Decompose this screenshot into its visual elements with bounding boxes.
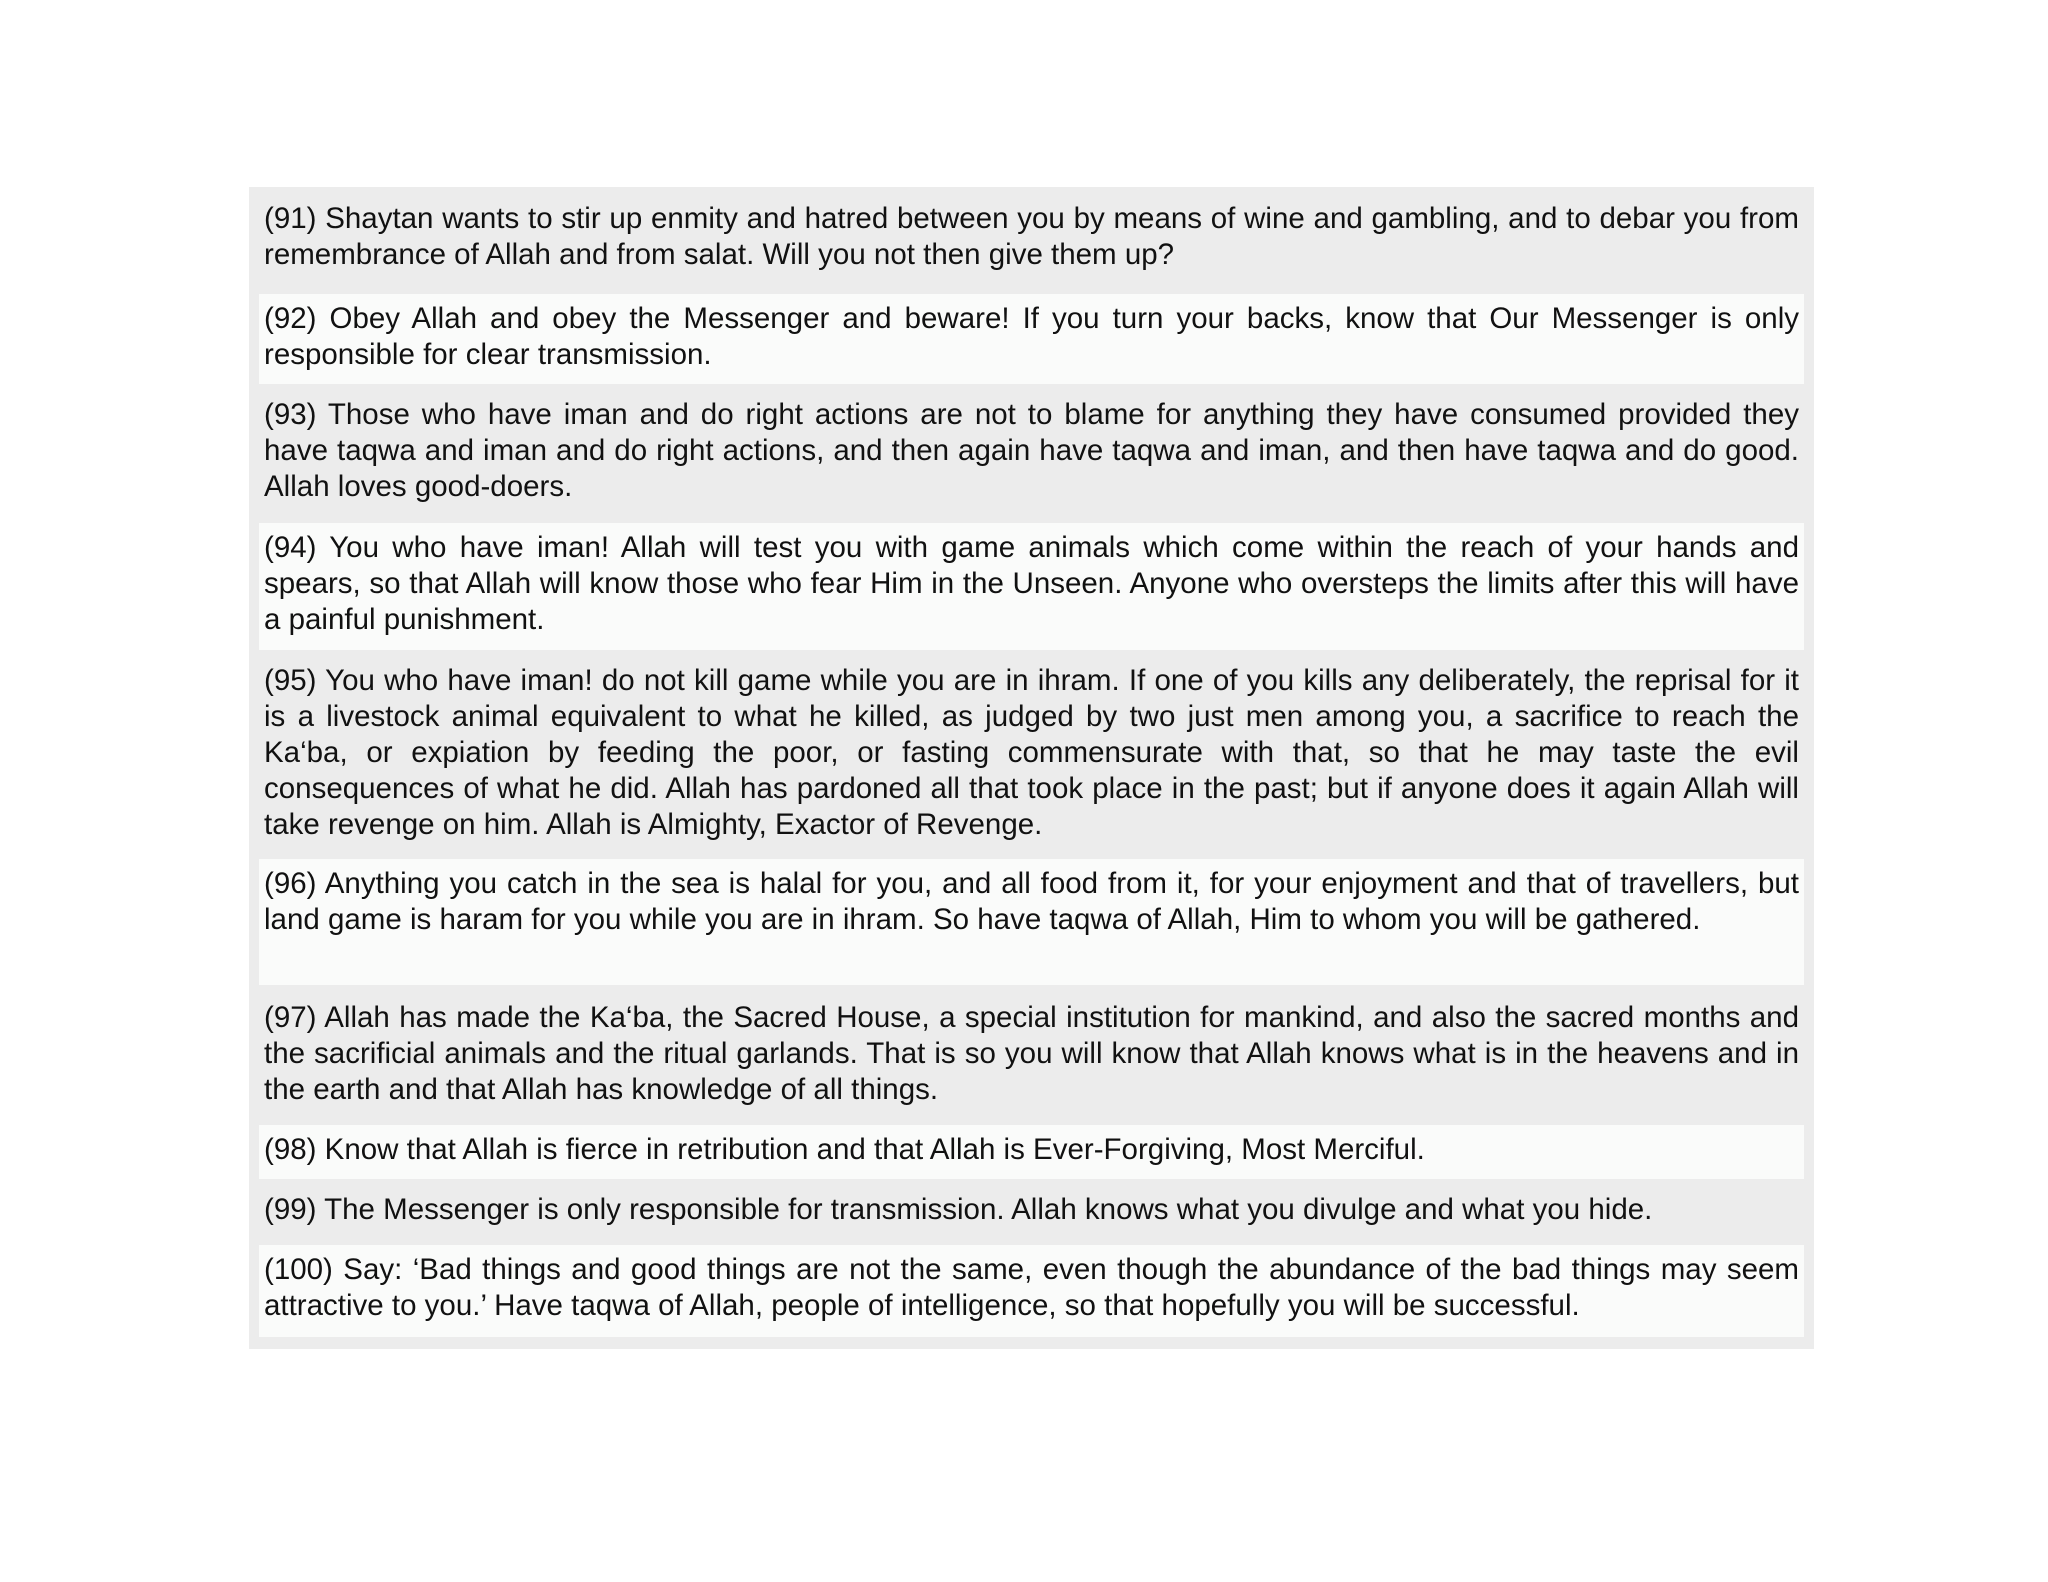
verse-95: (95) You who have iman! do not kill game while you are in ihram. If one of you kills any deliberately, the reprisal for it is a livestock animal equivalent to what he killed, as judged by two just men among you, a sacrifice to reach the Ka‘ba, or expiation by feeding the poor, or fasting commensurate with that, so that he may taste the evil consequences of what he did. Allah has pardoned all that took place in the past; but if anyone does it again Allah will take revenge on him. Allah is Almighty, Exactor of Revenge. xyxy=(259,656,1804,853)
verses-panel xyxy=(249,187,1814,1349)
verse-91: (91) Shaytan wants to stir up enmity and hatred between you by means of wine and gambling, and to debar you from remembrance of Allah and from salat. Will you not then give them up? xyxy=(259,194,1804,286)
verse-96: (96) Anything you catch in the sea is halal for you, and all food from it, for your enjoyment and that of travellers, but land game is haram for you while you are in ihram. So have taqwa of Allah, Him to whom you will be gathered. xyxy=(259,859,1804,985)
verse-94: (94) You who have iman! Allah will test you with game animals which come within the reach of your hands and spears, so that Allah will know those who fear Him in the Unseen. Anyone who oversteps the limits after this will have a painful punishment. xyxy=(259,523,1804,650)
verse-99: (99) The Messenger is only responsible for transmission. Allah knows what you divulge and what you hide. xyxy=(259,1185,1804,1239)
verse-97: (97) Allah has made the Ka‘ba, the Sacred House, a special institution for mankind, and also the sacred months and the sacrificial animals and the ritual garlands. That is so you will know that Allah knows what is in the heavens and in the earth and that Allah has knowledge of all things. xyxy=(259,993,1804,1119)
verse-98: (98) Know that Allah is fierce in retribution and that Allah is Ever-Forgiving, Most Merciful. xyxy=(259,1125,1804,1179)
verse-100: (100) Say: ‘Bad things and good things are not the same, even though the abundance of the bad things may seem attractive to you.’ Have taqwa of Allah, people of intelligence, so that hopefully you will be successful. xyxy=(259,1245,1804,1337)
verse-93: (93) Those who have iman and do right actions are not to blame for anything they have consumed provided they have taqwa and iman and do right actions, and then again have taqwa and iman, and then have taqwa and do good. Allah loves good-doers. xyxy=(259,390,1804,515)
verse-92: (92) Obey Allah and obey the Messenger and beware! If you turn your backs, know that Our Messenger is only responsible for clear transmission. xyxy=(259,294,1804,384)
